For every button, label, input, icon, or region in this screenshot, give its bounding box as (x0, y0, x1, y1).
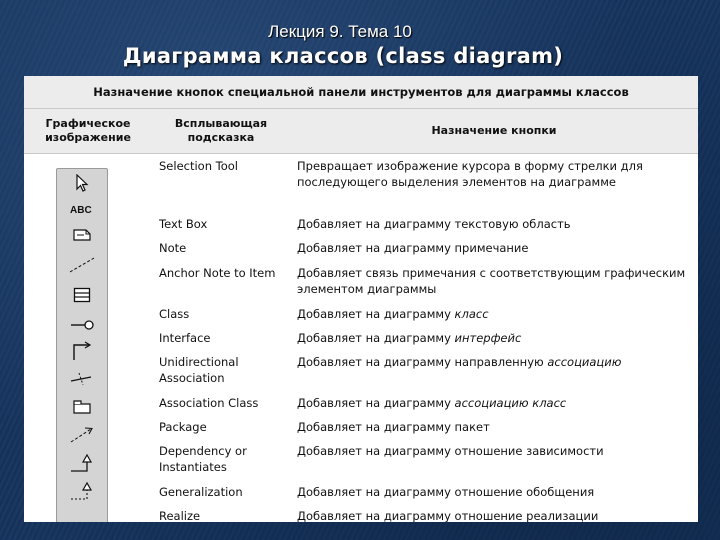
tooltip-cell: Anchor Note to Item (159, 266, 276, 280)
dependency-icon[interactable] (67, 425, 97, 445)
package-icon[interactable] (67, 397, 97, 417)
table-row (152, 395, 698, 411)
table-row (152, 354, 698, 386)
purpose-cell: Добавляет на диаграмму ассоциацию класс (297, 396, 567, 410)
column-header-purpose: Назначение кнопки (431, 124, 557, 137)
anchor-note-icon[interactable] (67, 255, 97, 275)
text-box-icon[interactable] (67, 199, 97, 219)
purpose-cell: Добавляет на диаграмму отношение обобщения (297, 485, 595, 499)
buttons-table (24, 76, 698, 522)
table-row (152, 443, 698, 475)
note-icon[interactable] (67, 225, 97, 245)
tooltip-cell: Text Box (159, 217, 208, 231)
tooltip-cell: Dependency or Instantiates (159, 444, 247, 474)
tooltip-cell: Unidirectional Association (159, 355, 239, 385)
purpose-cell: Добавляет на диаграмму пакет (297, 420, 490, 434)
purpose-cell: Добавляет на диаграмму направленную ассоциацию (297, 355, 622, 369)
tooltip-cell: Note (159, 241, 187, 255)
table-row (152, 508, 698, 522)
purpose-cell: Добавляет на диаграмму интерфейс (297, 331, 522, 345)
tooltip-cell: Realize (159, 509, 201, 522)
table-row (152, 330, 698, 346)
association-class-icon[interactable] (67, 369, 97, 389)
purpose-cell: Добавляет на диаграмму текстовую область (297, 217, 571, 231)
purpose-cell: Добавляет на диаграмму примечание (297, 241, 529, 255)
purpose-cell: Добавляет на диаграмму отношение реализации (297, 509, 599, 522)
unidirectional-association-icon[interactable] (67, 341, 97, 361)
table-row (152, 216, 698, 232)
generalization-icon[interactable] (67, 453, 97, 473)
table-caption: Назначение кнопок специальной панели инструментов для диаграммы классов (24, 76, 698, 109)
realize-icon[interactable] (67, 481, 97, 501)
column-header-tooltip: Всплывающая подсказка (174, 117, 268, 144)
class-icon[interactable] (67, 285, 97, 305)
purpose-cell: Добавляет на диаграмму класс (297, 307, 489, 321)
slide-subtitle: Лекция 9. Тема 10 (268, 22, 412, 41)
interface-icon[interactable] (67, 315, 97, 335)
tooltip-cell: Package (159, 420, 207, 434)
column-header-graphic: Графическое изображение (45, 117, 131, 144)
tooltip-cell: Generalization (159, 485, 243, 499)
table-row (152, 484, 698, 500)
table-row (152, 306, 698, 322)
tooltip-cell: Interface (159, 331, 211, 345)
svg-text:ABC: ABC (70, 205, 92, 216)
slide-title: Диаграмма классов (class diagram) (122, 44, 564, 68)
tooltip-cell: Class (159, 307, 190, 321)
table-row (152, 240, 698, 256)
table-row (152, 419, 698, 435)
purpose-cell: Превращает изображение курсора в форму стрелки для последующего выделения элементов на диаграмме (297, 159, 643, 189)
tooltip-cell: Selection Tool (159, 159, 238, 173)
tooltip-cell: Association Class (159, 396, 259, 410)
purpose-cell: Добавляет на диаграмму отношение зависимости (297, 444, 604, 458)
arrow-pointer-icon[interactable] (67, 173, 97, 193)
table-row (152, 158, 698, 190)
purpose-cell: Добавляет связь примечания с соответствующим графическим элементом диаграммы (297, 266, 686, 296)
table-header (24, 109, 698, 154)
table-row (152, 265, 698, 297)
toolbar-strip (56, 168, 108, 522)
